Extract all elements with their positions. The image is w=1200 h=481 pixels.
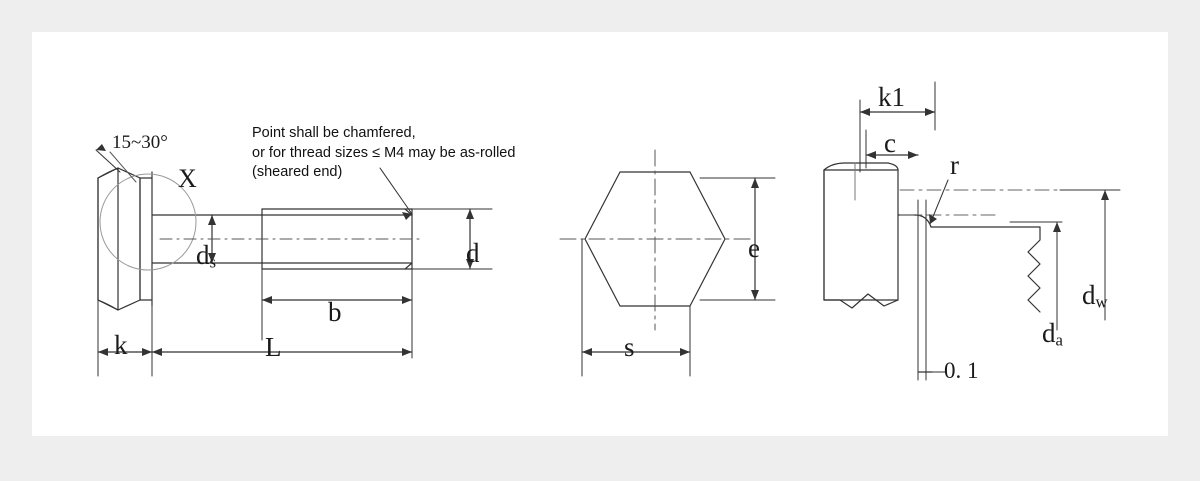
shank-diameter-s-subscript: s xyxy=(209,252,217,272)
transition-diameter-da-label xyxy=(1042,318,1063,350)
shank-diameter-ds-label xyxy=(196,240,216,272)
bearing-diameter-dw-label xyxy=(1082,280,1108,312)
chamfer-note xyxy=(252,124,562,183)
chamfer-note-line-2: or for thread sizes ≤ M4 may be as-rolled xyxy=(252,144,516,161)
thread-diameter-d-label: d xyxy=(466,238,480,268)
k1-label: k1 xyxy=(878,82,905,112)
tolerance-label: 0. 1 xyxy=(944,358,979,383)
dw-w-subscript: w xyxy=(1095,292,1108,312)
detail-callout-x-label: X xyxy=(178,164,197,193)
c-label: c xyxy=(884,128,896,158)
across-flats-s-label: s xyxy=(624,332,635,362)
chamfer-note-line-3: (sheared end) xyxy=(252,164,343,181)
total-length-l-label: L xyxy=(265,332,282,362)
shank-diameter-d-text: d xyxy=(196,240,210,270)
across-corners-e-label: e xyxy=(748,233,760,263)
da-a-subscript: a xyxy=(1055,330,1063,350)
chamfer-angle-label: 15~30° xyxy=(112,132,168,153)
da-d-text: d xyxy=(1042,318,1056,348)
dw-d-text: d xyxy=(1082,280,1096,310)
chamfer-note-line-1: Point shall be chamfered, xyxy=(252,125,416,141)
r-label: r xyxy=(950,150,959,180)
thread-length-b-label: b xyxy=(328,297,342,327)
head-height-k-label: k xyxy=(114,330,128,360)
